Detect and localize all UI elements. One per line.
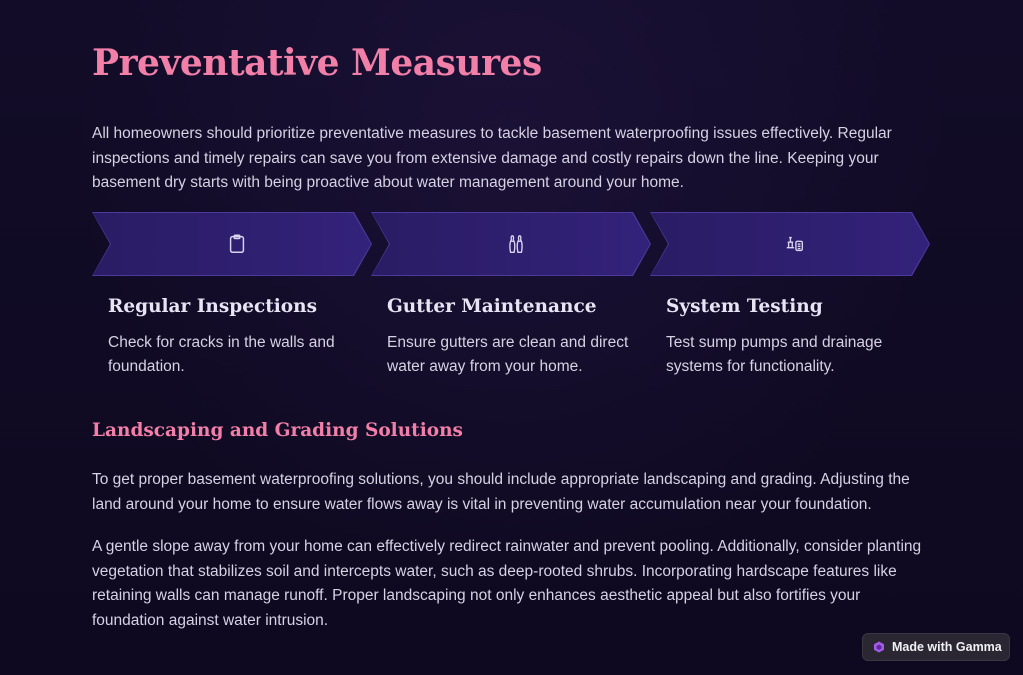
- step-description: Test sump pumps and drainage systems for functionality.: [666, 334, 883, 375]
- lab-testing-icon: [784, 233, 806, 255]
- step-title: Regular Inspections: [108, 296, 318, 317]
- step-2: [387, 296, 637, 379]
- step-chevron-1: [92, 212, 372, 276]
- clipboard-icon: [226, 233, 248, 255]
- step-chevron-2: [371, 212, 651, 276]
- step-3: [666, 296, 916, 379]
- section-subheading: Landscaping and Grading Solutions: [92, 420, 463, 441]
- gamma-logo-icon: [873, 641, 885, 653]
- step-description: Check for cracks in the walls and foundation.: [108, 334, 335, 375]
- step-1: [108, 296, 358, 379]
- landscaping-paragraph-1: To get proper basement waterproofing solutions, you should include appropriate landscaping and grading. Adjusting the land around your home to ensure water flows away is vital in preventing water accumulation near your foundation.: [92, 471, 910, 513]
- process-steps: [92, 212, 932, 276]
- step-title: System Testing: [666, 296, 823, 317]
- badge-label: Made with Gamma: [892, 640, 1002, 654]
- page-title: Preventative Measures: [92, 42, 542, 84]
- step-chevron-3: [650, 212, 930, 276]
- step-description: Ensure gutters are clean and direct water away from your home.: [387, 334, 629, 375]
- made-with-gamma-badge[interactable]: [862, 633, 1010, 661]
- bowling-pins-icon: [505, 233, 527, 255]
- intro-paragraph: All homeowners should prioritize preventative measures to tackle basement waterproofing issues effectively. Regular inspections and timely repairs can save you from extensive damage and costly repairs down the line. Keeping your basement dry starts with being proactive about water management around your home.: [92, 125, 892, 191]
- step-title: Gutter Maintenance: [387, 296, 597, 317]
- landscaping-paragraph-2: A gentle slope away from your home can effectively redirect rainwater and prevent pooling. Additionally, consider planting vegetation that stabilizes soil and intercepts water, such as deep-rooted shrubs. Incorporating hardscape features like retaining walls can manage runoff. Proper landscaping not only enhances aesthetic appeal but also fortifies your foundation against water intrusion.: [92, 538, 922, 629]
